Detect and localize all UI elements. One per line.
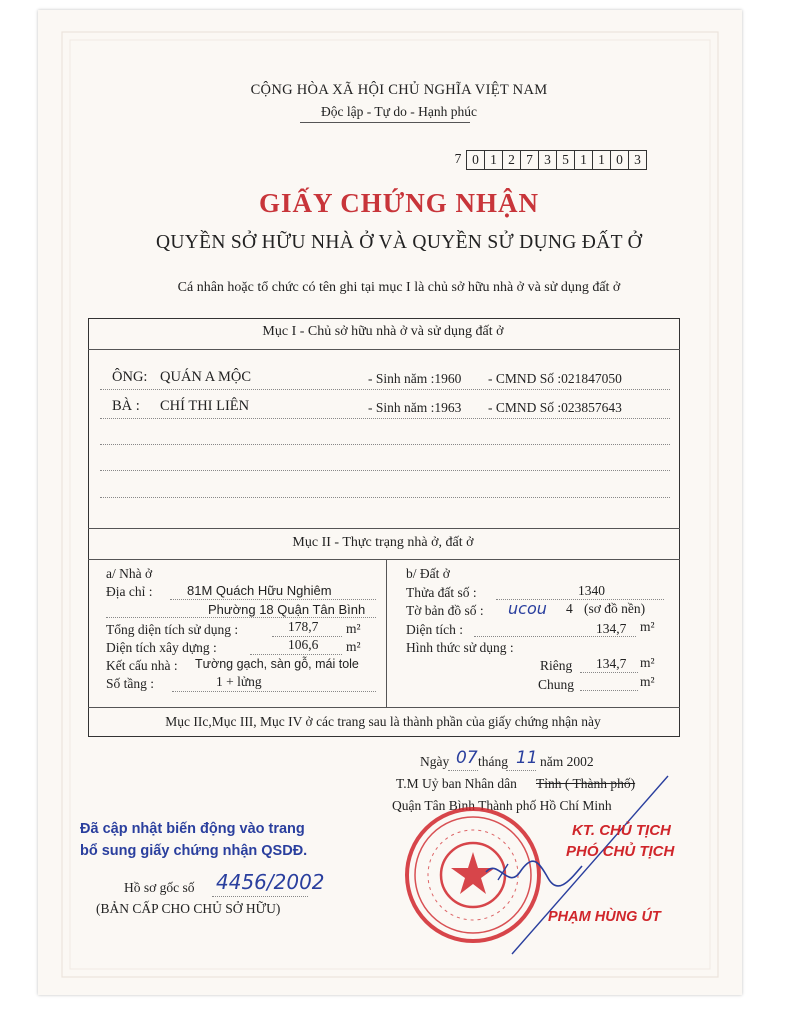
shared-area-unit: m² (640, 674, 655, 689)
shared-label: Chung (538, 677, 575, 692)
column-divider (386, 559, 387, 707)
dotted-line (100, 497, 670, 498)
dotted-line (170, 599, 376, 600)
built-area-unit: m² (346, 639, 361, 654)
serial-digit: 3 (628, 150, 647, 170)
serial-digit: 7 (520, 150, 539, 170)
map-note: (sơ đồ nền) (584, 601, 646, 616)
dotted-line (580, 672, 638, 673)
land-area-unit: m² (640, 619, 655, 634)
serial-digit: 2 (502, 150, 521, 170)
land-label: b/ Đất ở (406, 566, 450, 581)
house-label: a/ Nhà ở (106, 566, 153, 581)
total-area-label: Tổng diện tích sử dụng : (106, 622, 239, 637)
dotted-line (448, 770, 478, 771)
copy-note: (BẢN CẤP CHO CHỦ SỞ HỮU) (96, 901, 281, 916)
usage-label: Hình thức sử dụng : (406, 640, 514, 655)
update-stamp-line2: bổ sung giấy chứng nhận QSDĐ. (80, 843, 308, 859)
map-number: 4 (566, 601, 573, 616)
motto: Độc lập - Tự do - Hạnh phúc (321, 104, 477, 119)
owner2-name: CHÍ THI LIÊN (160, 398, 250, 414)
owner1-birth: - Sinh năm :1960 (368, 371, 462, 386)
owner1-name: QUÁN A MỘC (160, 369, 252, 385)
serial-number (450, 150, 647, 170)
serial-digit: 1 (574, 150, 593, 170)
section2-divider-top (88, 528, 680, 529)
house-address-label: Địa chỉ : (106, 584, 153, 599)
serial-digit: 3 (538, 150, 557, 170)
private-area-value: 134,7 (596, 656, 627, 671)
house-address-line1: 81M Quách Hữu Nghiêm (187, 583, 332, 598)
authority-struck: Tỉnh ( Thành phố) (536, 776, 636, 791)
date-prefix: Ngày (420, 754, 450, 769)
record-label: Hồ sơ gốc số (124, 880, 195, 895)
floors-label: Số tầng : (106, 676, 155, 691)
dotted-line (106, 617, 376, 618)
date-day: 07 (456, 748, 478, 768)
land-area-label: Diện tích : (406, 622, 463, 637)
map-label: Tờ bản đồ số : (406, 603, 484, 618)
dotted-line (172, 691, 376, 692)
structure-label: Kết cấu nhà : (106, 658, 178, 673)
owner1-prefix: ÔNG: (112, 369, 148, 385)
page-title: GIẤY CHỨNG NHẬN (259, 188, 539, 218)
dotted-line (100, 418, 670, 419)
house-address-line2: Phường 18 Quận Tân Bình (208, 602, 366, 617)
owner1-id: - CMND Số :021847050 (488, 371, 622, 386)
land-area-value: 134,7 (596, 621, 627, 636)
total-area-unit: m² (346, 621, 361, 636)
dotted-line (100, 444, 670, 445)
built-area-value: 106,6 (288, 637, 319, 652)
section1-heading: Mục I - Chủ sở hữu nhà ở và sử dụng đất ở (262, 324, 504, 339)
private-label: Riêng (540, 658, 573, 673)
dotted-line (474, 636, 636, 637)
signer-title1: KT. CHỦ TỊCH (572, 822, 671, 839)
footer-divider (88, 707, 680, 708)
private-area-unit: m² (640, 655, 655, 670)
serial-digit: 7 (454, 151, 462, 166)
date-year: năm 2002 (540, 754, 594, 769)
intro-text: Cá nhân hoặc tổ chức có tên ghi tại mục I là chủ sở hữu nhà ở và sử dụng đất ở (177, 280, 621, 295)
floors-value: 1 + lửng (216, 674, 262, 689)
structure-value: Tường gạch, sàn gỗ, mái tole (195, 657, 359, 671)
dotted-line (250, 654, 342, 655)
footer-note: Mục IIc,Mục III, Mục IV ở các trang sau là thành phần của giấy chứng nhận này (165, 714, 601, 729)
total-area-value: 178,7 (288, 619, 319, 634)
dotted-line (100, 389, 670, 390)
serial-digit: 5 (556, 150, 575, 170)
date-month: 11 (516, 748, 538, 768)
date-month-label: tháng (478, 754, 508, 769)
serial-digit: 0 (610, 150, 629, 170)
section2-heading: Mục II - Thực trạng nhà ở, đất ở (292, 535, 474, 550)
signer-title2: PHÓ CHỦ TỊCH (566, 843, 675, 860)
record-number: 4456/2002 (216, 870, 325, 894)
section1-divider (88, 349, 680, 350)
country-heading: CỘNG HÒA XÃ HỘI CHỦ NGHĨA VIỆT NAM (250, 82, 548, 98)
owner2-birth: - Sinh năm :1963 (368, 400, 462, 415)
authority-line2: Quận Tân Bình Thành phố Hồ Chí Minh (392, 798, 612, 813)
signer-name: PHẠM HÙNG ÚT (548, 909, 661, 925)
section2-divider (88, 559, 680, 560)
authority-line1: T.M Uỷ ban Nhân dân (396, 776, 517, 791)
diagonal-strike-line (500, 770, 680, 960)
map-handwritten: ucou (508, 599, 547, 618)
motto-underline (300, 122, 470, 123)
owner2-id: - CMND Số :023857643 (488, 400, 622, 415)
serial-digit: 0 (466, 150, 485, 170)
parcel-label: Thửa đất số : (406, 585, 477, 600)
parcel-value: 1340 (578, 583, 605, 598)
page-subtitle: QUYỀN SỞ HỮU NHÀ Ở VÀ QUYỀN SỬ DỤNG ĐẤT Ở (155, 232, 642, 253)
update-stamp-line1: Đã cập nhật biến động vào trang (80, 821, 305, 837)
serial-digit: 1 (592, 150, 611, 170)
dotted-line (100, 470, 670, 471)
dotted-line (580, 690, 638, 691)
serial-digit: 1 (484, 150, 503, 170)
built-area-label: Diện tích xây dựng : (106, 640, 217, 655)
dotted-line (212, 896, 308, 897)
owner2-prefix: BÀ : (112, 398, 140, 414)
